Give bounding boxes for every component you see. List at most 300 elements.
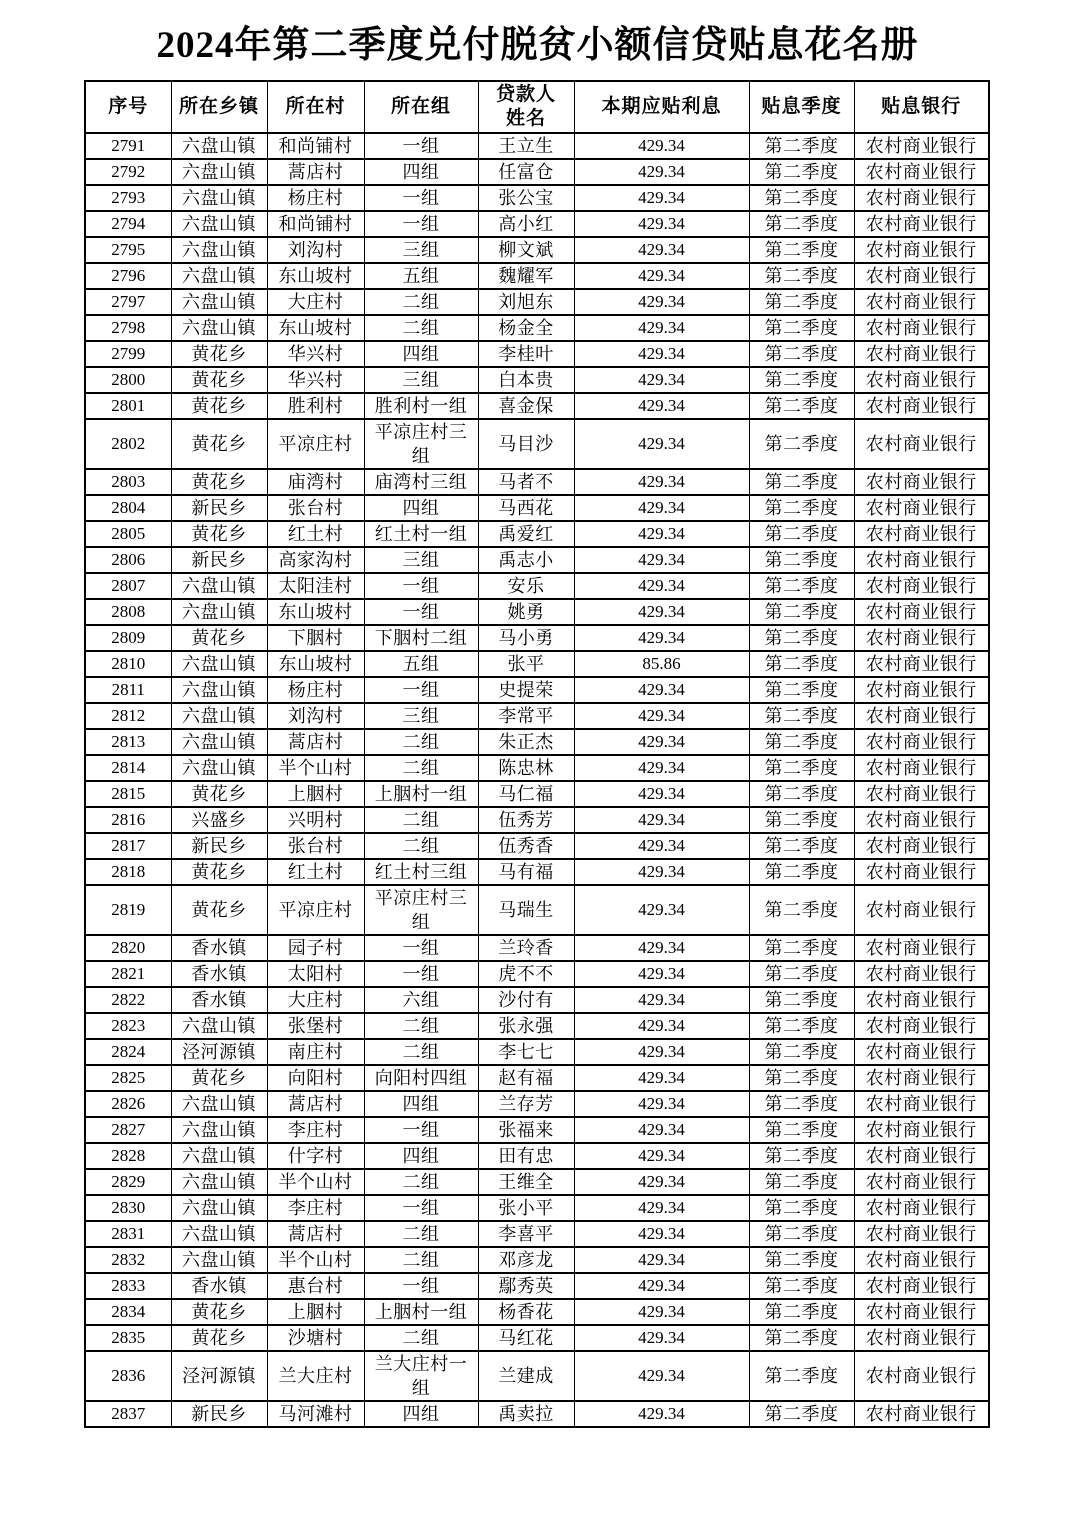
cell-village: 华兴村 (267, 341, 364, 367)
cell-quarter: 第二季度 (749, 1299, 854, 1325)
cell-borrower-name: 马者不 (478, 469, 574, 495)
cell-quarter: 第二季度 (749, 755, 854, 781)
table-row (85, 521, 989, 547)
cell-borrower-name: 安乐 (478, 573, 574, 599)
cell-index: 2799 (85, 341, 171, 367)
column-header-quarter: 贴息季度 (749, 81, 854, 133)
cell-index: 2791 (85, 133, 171, 159)
cell-index: 2793 (85, 185, 171, 211)
cell-township: 黄花乡 (171, 1065, 267, 1091)
table-row (85, 367, 989, 393)
cell-village: 惠台村 (267, 1273, 364, 1299)
table-row (85, 1221, 989, 1247)
cell-interest: 429.34 (574, 393, 749, 419)
cell-village: 下胭村 (267, 625, 364, 651)
cell-borrower-name: 赵有福 (478, 1065, 574, 1091)
cell-village: 平凉庄村 (267, 419, 364, 469)
cell-village: 东山坡村 (267, 599, 364, 625)
cell-index: 2794 (85, 211, 171, 237)
cell-group: 胜利村一组 (364, 393, 478, 419)
cell-group: 四组 (364, 1091, 478, 1117)
cell-bank: 农村商业银行 (854, 159, 989, 185)
cell-village: 张台村 (267, 495, 364, 521)
cell-index: 2819 (85, 885, 171, 935)
cell-quarter: 第二季度 (749, 885, 854, 935)
cell-township: 黄花乡 (171, 393, 267, 419)
header-row (85, 81, 989, 133)
cell-interest: 429.34 (574, 935, 749, 961)
roster-table (84, 80, 990, 1428)
cell-township: 六盘山镇 (171, 289, 267, 315)
cell-quarter: 第二季度 (749, 961, 854, 987)
cell-borrower-name: 朱正杰 (478, 729, 574, 755)
cell-index: 2816 (85, 807, 171, 833)
cell-interest: 429.34 (574, 807, 749, 833)
cell-index: 2813 (85, 729, 171, 755)
cell-village: 高家沟村 (267, 547, 364, 573)
cell-township: 六盘山镇 (171, 237, 267, 263)
cell-township: 六盘山镇 (171, 1117, 267, 1143)
cell-quarter: 第二季度 (749, 1221, 854, 1247)
cell-bank: 农村商业银行 (854, 1221, 989, 1247)
cell-township: 黄花乡 (171, 859, 267, 885)
cell-township: 六盘山镇 (171, 1195, 267, 1221)
cell-village: 太阳洼村 (267, 573, 364, 599)
cell-borrower-name: 史提荣 (478, 677, 574, 703)
cell-quarter: 第二季度 (749, 625, 854, 651)
table-row (85, 599, 989, 625)
page-title: 2024年第二季度兑付脱贫小额信贷贴息花名册 (156, 25, 919, 66)
cell-borrower-name: 刘旭东 (478, 289, 574, 315)
table-row (85, 1065, 989, 1091)
cell-borrower-name: 李七七 (478, 1039, 574, 1065)
cell-index: 2805 (85, 521, 171, 547)
table-row (85, 1401, 989, 1427)
cell-bank: 农村商业银行 (854, 1169, 989, 1195)
table-row (85, 185, 989, 211)
cell-bank: 农村商业银行 (854, 237, 989, 263)
cell-bank: 农村商业银行 (854, 573, 989, 599)
table-row (85, 625, 989, 651)
table-row (85, 237, 989, 263)
cell-index: 2831 (85, 1221, 171, 1247)
cell-interest: 429.34 (574, 1143, 749, 1169)
cell-index: 2823 (85, 1013, 171, 1039)
cell-township: 六盘山镇 (171, 315, 267, 341)
cell-borrower-name: 马仁福 (478, 781, 574, 807)
cell-borrower-name: 柳文斌 (478, 237, 574, 263)
cell-township: 香水镇 (171, 961, 267, 987)
cell-index: 2833 (85, 1273, 171, 1299)
cell-quarter: 第二季度 (749, 547, 854, 573)
cell-township: 新民乡 (171, 1401, 267, 1427)
cell-township: 六盘山镇 (171, 159, 267, 185)
table-row (85, 859, 989, 885)
cell-interest: 429.34 (574, 1325, 749, 1351)
cell-group: 下胭村二组 (364, 625, 478, 651)
cell-interest: 429.34 (574, 263, 749, 289)
cell-group: 三组 (364, 367, 478, 393)
cell-village: 红土村 (267, 521, 364, 547)
cell-interest: 429.34 (574, 133, 749, 159)
cell-township: 六盘山镇 (171, 1169, 267, 1195)
cell-index: 2801 (85, 393, 171, 419)
cell-quarter: 第二季度 (749, 935, 854, 961)
cell-group: 二组 (364, 833, 478, 859)
table-row (85, 1013, 989, 1039)
cell-quarter: 第二季度 (749, 1169, 854, 1195)
cell-village: 杨庄村 (267, 185, 364, 211)
table-row (85, 341, 989, 367)
cell-index: 2803 (85, 469, 171, 495)
cell-interest: 85.86 (574, 651, 749, 677)
cell-group: 六组 (364, 987, 478, 1013)
table-row (85, 315, 989, 341)
cell-village: 大庄村 (267, 289, 364, 315)
cell-village: 东山坡村 (267, 651, 364, 677)
cell-interest: 429.34 (574, 237, 749, 263)
cell-bank: 农村商业银行 (854, 367, 989, 393)
table-row (85, 547, 989, 573)
cell-borrower-name: 杨香花 (478, 1299, 574, 1325)
cell-interest: 429.34 (574, 573, 749, 599)
cell-bank: 农村商业银行 (854, 885, 989, 935)
table-row (85, 1169, 989, 1195)
cell-quarter: 第二季度 (749, 1117, 854, 1143)
cell-borrower-name: 兰建成 (478, 1351, 574, 1401)
cell-borrower-name: 兰玲香 (478, 935, 574, 961)
cell-borrower-name: 陈忠林 (478, 755, 574, 781)
cell-village: 张台村 (267, 833, 364, 859)
cell-index: 2824 (85, 1039, 171, 1065)
cell-group: 一组 (364, 677, 478, 703)
cell-village: 半个山村 (267, 1169, 364, 1195)
cell-village: 蒿店村 (267, 1221, 364, 1247)
cell-group: 一组 (364, 211, 478, 237)
cell-quarter: 第二季度 (749, 367, 854, 393)
cell-index: 2829 (85, 1169, 171, 1195)
cell-group: 二组 (364, 1169, 478, 1195)
cell-index: 2812 (85, 703, 171, 729)
cell-group: 四组 (364, 495, 478, 521)
cell-index: 2815 (85, 781, 171, 807)
cell-group: 四组 (364, 1401, 478, 1427)
cell-borrower-name: 王立生 (478, 133, 574, 159)
cell-township: 香水镇 (171, 1273, 267, 1299)
cell-group: 二组 (364, 1013, 478, 1039)
cell-group: 二组 (364, 1221, 478, 1247)
cell-interest: 429.34 (574, 1117, 749, 1143)
cell-group: 二组 (364, 1039, 478, 1065)
table-row (85, 833, 989, 859)
cell-index: 2811 (85, 677, 171, 703)
cell-quarter: 第二季度 (749, 393, 854, 419)
cell-township: 黄花乡 (171, 1325, 267, 1351)
cell-group: 一组 (364, 133, 478, 159)
cell-township: 六盘山镇 (171, 133, 267, 159)
table-row (85, 885, 989, 935)
table-row (85, 393, 989, 419)
table-row (85, 211, 989, 237)
cell-borrower-name: 任富仓 (478, 159, 574, 185)
cell-group: 五组 (364, 651, 478, 677)
cell-index: 2825 (85, 1065, 171, 1091)
cell-index: 2832 (85, 1247, 171, 1273)
cell-township: 六盘山镇 (171, 573, 267, 599)
cell-interest: 429.34 (574, 367, 749, 393)
cell-bank: 农村商业银行 (854, 1143, 989, 1169)
cell-township: 黄花乡 (171, 419, 267, 469)
cell-interest: 429.34 (574, 289, 749, 315)
cell-bank: 农村商业银行 (854, 599, 989, 625)
cell-bank: 农村商业银行 (854, 1247, 989, 1273)
cell-township: 六盘山镇 (171, 755, 267, 781)
cell-borrower-name: 张公宝 (478, 185, 574, 211)
cell-village: 张堡村 (267, 1013, 364, 1039)
cell-township: 六盘山镇 (171, 185, 267, 211)
cell-village: 什字村 (267, 1143, 364, 1169)
cell-village: 东山坡村 (267, 263, 364, 289)
cell-group: 一组 (364, 1117, 478, 1143)
cell-bank: 农村商业银行 (854, 1299, 989, 1325)
cell-group: 平凉庄村三组 (364, 419, 478, 469)
cell-township: 黄花乡 (171, 885, 267, 935)
cell-quarter: 第二季度 (749, 469, 854, 495)
cell-index: 2807 (85, 573, 171, 599)
cell-index: 2821 (85, 961, 171, 987)
cell-bank: 农村商业银行 (854, 1039, 989, 1065)
cell-group: 一组 (364, 1195, 478, 1221)
cell-bank: 农村商业银行 (854, 781, 989, 807)
cell-quarter: 第二季度 (749, 1039, 854, 1065)
cell-index: 2817 (85, 833, 171, 859)
cell-bank: 农村商业银行 (854, 651, 989, 677)
cell-village: 沙塘村 (267, 1325, 364, 1351)
cell-group: 上胭村一组 (364, 1299, 478, 1325)
cell-township: 黄花乡 (171, 341, 267, 367)
cell-quarter: 第二季度 (749, 521, 854, 547)
cell-bank: 农村商业银行 (854, 935, 989, 961)
cell-index: 2830 (85, 1195, 171, 1221)
cell-borrower-name: 禹爱红 (478, 521, 574, 547)
cell-village: 和尚铺村 (267, 211, 364, 237)
cell-group: 二组 (364, 755, 478, 781)
cell-township: 六盘山镇 (171, 211, 267, 237)
table-row (85, 1325, 989, 1351)
cell-index: 2795 (85, 237, 171, 263)
cell-group: 红土村三组 (364, 859, 478, 885)
cell-index: 2827 (85, 1117, 171, 1143)
cell-bank: 农村商业银行 (854, 1013, 989, 1039)
cell-village: 兴明村 (267, 807, 364, 833)
cell-borrower-name: 张平 (478, 651, 574, 677)
cell-bank: 农村商业银行 (854, 1065, 989, 1091)
cell-interest: 429.34 (574, 419, 749, 469)
table-row (85, 807, 989, 833)
cell-township: 黄花乡 (171, 469, 267, 495)
cell-group: 一组 (364, 961, 478, 987)
cell-index: 2828 (85, 1143, 171, 1169)
cell-index: 2798 (85, 315, 171, 341)
cell-quarter: 第二季度 (749, 1325, 854, 1351)
cell-village: 东山坡村 (267, 315, 364, 341)
cell-borrower-name: 李桂叶 (478, 341, 574, 367)
table-row (85, 651, 989, 677)
table-row (85, 1299, 989, 1325)
cell-township: 新民乡 (171, 495, 267, 521)
cell-village: 兰大庄村 (267, 1351, 364, 1401)
table-row (85, 987, 989, 1013)
cell-index: 2822 (85, 987, 171, 1013)
column-header-township: 所在乡镇 (171, 81, 267, 133)
cell-index: 2814 (85, 755, 171, 781)
cell-borrower-name: 喜金保 (478, 393, 574, 419)
cell-group: 一组 (364, 1273, 478, 1299)
cell-interest: 429.34 (574, 677, 749, 703)
column-header-index: 序号 (85, 81, 171, 133)
cell-village: 和尚铺村 (267, 133, 364, 159)
table-row (85, 289, 989, 315)
cell-index: 2809 (85, 625, 171, 651)
cell-bank: 农村商业银行 (854, 755, 989, 781)
cell-village: 马河滩村 (267, 1401, 364, 1427)
cell-township: 新民乡 (171, 547, 267, 573)
cell-quarter: 第二季度 (749, 833, 854, 859)
cell-quarter: 第二季度 (749, 781, 854, 807)
cell-group: 四组 (364, 341, 478, 367)
cell-index: 2820 (85, 935, 171, 961)
table-row (85, 1039, 989, 1065)
cell-interest: 429.34 (574, 315, 749, 341)
cell-group: 庙湾村三组 (364, 469, 478, 495)
cell-bank: 农村商业银行 (854, 341, 989, 367)
cell-quarter: 第二季度 (749, 1065, 854, 1091)
cell-village: 李庄村 (267, 1195, 364, 1221)
cell-village: 上胭村 (267, 1299, 364, 1325)
cell-borrower-name: 马瑞生 (478, 885, 574, 935)
cell-township: 六盘山镇 (171, 1247, 267, 1273)
cell-interest: 429.34 (574, 1039, 749, 1065)
cell-village: 向阳村 (267, 1065, 364, 1091)
cell-quarter: 第二季度 (749, 185, 854, 211)
cell-borrower-name: 伍秀香 (478, 833, 574, 859)
column-header-village: 所在村 (267, 81, 364, 133)
cell-group: 二组 (364, 1247, 478, 1273)
cell-index: 2836 (85, 1351, 171, 1401)
cell-township: 黄花乡 (171, 625, 267, 651)
cell-bank: 农村商业银行 (854, 677, 989, 703)
cell-bank: 农村商业银行 (854, 625, 989, 651)
cell-interest: 429.34 (574, 1273, 749, 1299)
cell-interest: 429.34 (574, 1351, 749, 1401)
cell-borrower-name: 李喜平 (478, 1221, 574, 1247)
table-row (85, 781, 989, 807)
cell-borrower-name: 高小红 (478, 211, 574, 237)
cell-group: 平凉庄村三组 (364, 885, 478, 935)
cell-township: 六盘山镇 (171, 599, 267, 625)
cell-borrower-name: 虎不不 (478, 961, 574, 987)
cell-borrower-name: 马有福 (478, 859, 574, 885)
cell-index: 2808 (85, 599, 171, 625)
cell-township: 黄花乡 (171, 367, 267, 393)
cell-bank: 农村商业银行 (854, 807, 989, 833)
cell-quarter: 第二季度 (749, 237, 854, 263)
cell-township: 兴盛乡 (171, 807, 267, 833)
table-row (85, 1091, 989, 1117)
cell-township: 泾河源镇 (171, 1351, 267, 1401)
cell-index: 2806 (85, 547, 171, 573)
table-row (85, 961, 989, 987)
cell-borrower-name: 马小勇 (478, 625, 574, 651)
cell-bank: 农村商业银行 (854, 1195, 989, 1221)
cell-interest: 429.34 (574, 625, 749, 651)
cell-quarter: 第二季度 (749, 263, 854, 289)
cell-quarter: 第二季度 (749, 1143, 854, 1169)
cell-quarter: 第二季度 (749, 159, 854, 185)
cell-village: 太阳村 (267, 961, 364, 987)
cell-quarter: 第二季度 (749, 651, 854, 677)
cell-quarter: 第二季度 (749, 677, 854, 703)
cell-group: 一组 (364, 185, 478, 211)
cell-village: 红土村 (267, 859, 364, 885)
cell-interest: 429.34 (574, 859, 749, 885)
cell-index: 2826 (85, 1091, 171, 1117)
table-row (85, 1273, 989, 1299)
cell-group: 一组 (364, 599, 478, 625)
cell-quarter: 第二季度 (749, 1401, 854, 1427)
cell-quarter: 第二季度 (749, 573, 854, 599)
cell-group: 二组 (364, 315, 478, 341)
cell-township: 六盘山镇 (171, 1013, 267, 1039)
cell-bank: 农村商业银行 (854, 185, 989, 211)
cell-bank: 农村商业银行 (854, 833, 989, 859)
column-header-borrower-name (478, 81, 574, 133)
cell-interest: 429.34 (574, 1091, 749, 1117)
cell-quarter: 第二季度 (749, 341, 854, 367)
cell-borrower-name: 邓彦龙 (478, 1247, 574, 1273)
cell-interest: 429.34 (574, 521, 749, 547)
cell-village: 蒿店村 (267, 159, 364, 185)
table-header (85, 81, 989, 133)
cell-group: 四组 (364, 159, 478, 185)
cell-interest: 429.34 (574, 159, 749, 185)
cell-village: 上胭村 (267, 781, 364, 807)
cell-village: 半个山村 (267, 1247, 364, 1273)
cell-village: 蒿店村 (267, 1091, 364, 1117)
cell-village: 胜利村 (267, 393, 364, 419)
cell-township: 六盘山镇 (171, 651, 267, 677)
cell-quarter: 第二季度 (749, 133, 854, 159)
cell-group: 二组 (364, 289, 478, 315)
cell-township: 黄花乡 (171, 781, 267, 807)
cell-quarter: 第二季度 (749, 1091, 854, 1117)
cell-index: 2834 (85, 1299, 171, 1325)
cell-group: 二组 (364, 729, 478, 755)
cell-bank: 农村商业银行 (854, 393, 989, 419)
table-row (85, 469, 989, 495)
table-row (85, 1195, 989, 1221)
cell-group: 上胭村一组 (364, 781, 478, 807)
table-row (85, 703, 989, 729)
cell-village: 李庄村 (267, 1117, 364, 1143)
cell-bank: 农村商业银行 (854, 263, 989, 289)
cell-index: 2800 (85, 367, 171, 393)
column-header-interest: 本期应贴利息 (574, 81, 749, 133)
cell-interest: 429.34 (574, 1013, 749, 1039)
cell-index: 2810 (85, 651, 171, 677)
cell-quarter: 第二季度 (749, 729, 854, 755)
cell-interest: 429.34 (574, 495, 749, 521)
